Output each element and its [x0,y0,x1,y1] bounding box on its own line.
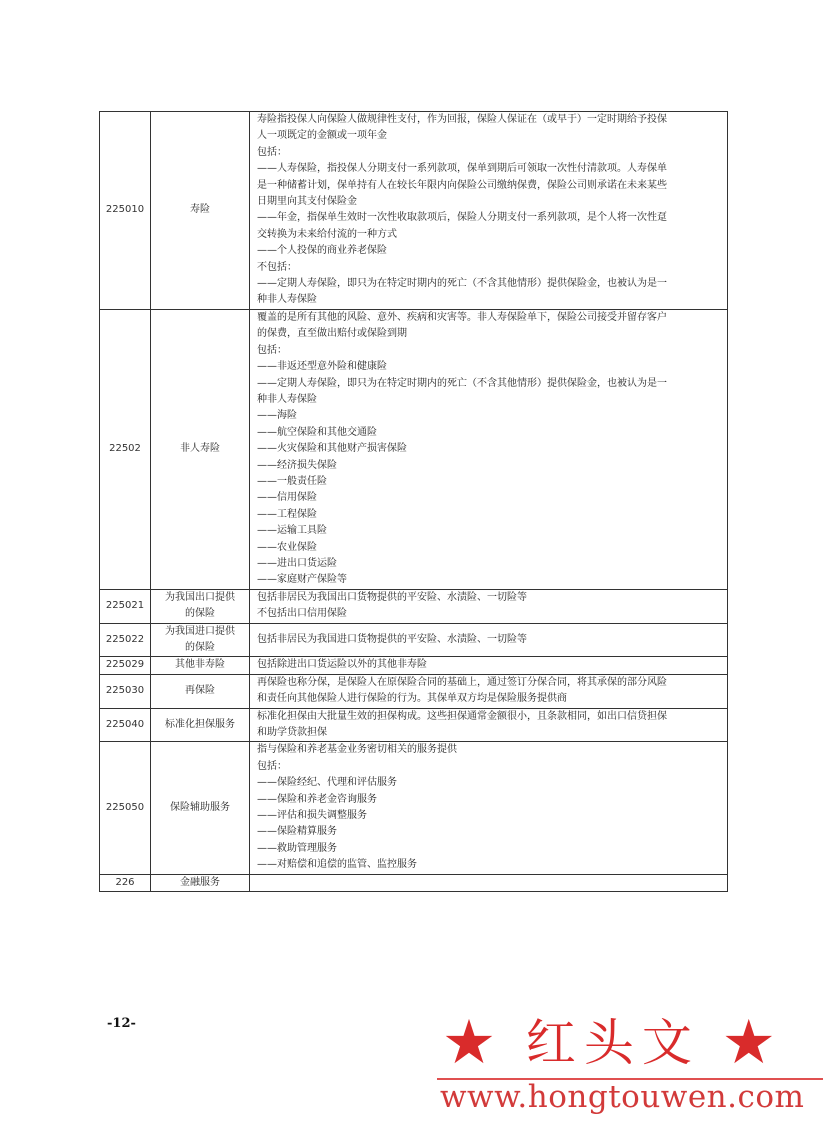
description-line: 人一项既定的金额或一项年金 [257,130,387,142]
row-name [151,112,250,310]
page-number: -12- [107,1016,136,1031]
row-name-line: 为我国出口提供 [165,591,235,603]
description-line: ——家庭财产保险等 [257,574,347,586]
description-line: 包括除进出口货运险以外的其他非寿险 [257,659,427,671]
description-line: 是一种储蓄计划，保单持有人在较长年限内向保险公司缴纳保费，保险公司则承诺在未来某些 [257,179,667,191]
description-line: 和助学贷款担保 [257,727,327,739]
description-line: ——定期人寿保险，即只为在特定时期内的死亡（不含其他情形）提供保险金，也被认为是一 [257,377,667,389]
row-description [250,742,728,874]
description-line: 包括： [257,146,287,158]
table-row [100,112,728,310]
table-row [100,708,728,742]
description-line: ——保险和养老金咨询服务 [257,793,377,805]
description-line: 包括： [257,344,287,356]
description-line: ——一般责任险 [257,475,327,487]
description-line: 包括： [257,760,287,772]
watermark-url: www.hongtouwen.com [440,1079,805,1115]
row-name-line: 再保险 [185,685,215,697]
row-name [151,674,250,708]
table-row [100,589,728,623]
description-line: ——保险经纪、代理和评估服务 [257,777,397,789]
description-line: ——个人投保的商业养老保险 [257,245,387,257]
table-row [100,309,728,589]
row-description [250,674,728,708]
description-line: 指与保险和养老基金业务密切相关的服务提供 [257,744,457,756]
row-description [250,309,728,589]
row-name [151,589,250,623]
description-line: ——航空保险和其他交通险 [257,426,377,438]
description-line: 种非人寿保险 [257,393,317,405]
row-code: 225030 [100,674,151,708]
row-name [151,874,250,891]
row-description [250,708,728,742]
description-line: ——定期人寿保险，即只为在特定时期内的死亡（不含其他情形）提供保险金，也被认为是一 [257,278,667,290]
description-line: ——经济损失保险 [257,459,337,471]
description-line: 不包括： [257,261,297,273]
table-row [100,742,728,874]
description-line: 不包括出口信用保险 [257,608,347,620]
description-line: 交转换为未来给付流的一种方式 [257,228,397,240]
table-row [100,674,728,708]
description-line: 标准化担保由大批量生效的担保构成。这些担保通常金额很小，且条款相同，如出口信贷担保 [257,710,667,722]
description-line: ——进出口货运险 [257,557,337,569]
description-line: ——对赔偿和追偿的监管、监控服务 [257,859,417,871]
row-name [151,657,250,674]
row-name-line: 的保险 [185,642,215,653]
row-name-line: 其他非寿险 [175,659,225,671]
description-line: ——海险 [257,410,297,422]
description-line: 包括非居民为我国出口货物提供的平安险、水渍险、一切险等 [257,591,527,603]
row-name-line: 金融服务 [180,876,220,888]
description-line: 再保险也称分保，是保险人在原保险合同的基础上，通过签订分保合同，将其承保的部分风险 [257,676,667,688]
description-line: 和责任向其他保险人进行保险的行为。其保单双方均是保险服务提供商 [257,693,567,705]
row-code: 225022 [100,623,151,657]
description-line: 种非人寿保险 [257,294,317,306]
watermark-title: ★ 红头文 ★ [444,1014,782,1072]
description-line: ——非返还型意外险和健康险 [257,361,387,373]
row-name-line: 的保险 [185,608,215,620]
row-name [151,708,250,742]
row-name [151,742,250,874]
description-line: ——评估和损失调整服务 [257,810,367,822]
table-row [100,657,728,674]
description-line: ——运输工具险 [257,525,327,537]
row-description [250,589,728,623]
description-line: ——救助管理服务 [257,842,337,854]
row-code: 225021 [100,589,151,623]
row-name-line: 为我国进口提供 [165,625,235,637]
description-line: ——保险精算服务 [257,826,337,838]
table-row [100,623,728,657]
description-line: ——信用保险 [257,492,317,504]
description-line: ——火灾保险和其他财产损害保险 [257,443,407,455]
row-description [250,623,728,657]
row-code: 225029 [100,657,151,674]
description-line: 包括非居民为我国进口货物提供的平安险、水渍险、一切险等 [257,633,527,645]
table-row [100,874,728,891]
description-line: 覆盖的是所有其他的风险、意外、疾病和灾害等。非人寿保险单下，保险公司接受并留存客户 [257,311,667,323]
row-name [151,309,250,589]
description-line: 日期里向其支付保险金 [257,196,357,208]
row-name-line: 寿险 [190,204,210,216]
row-description [250,112,728,310]
description-line: ——工程保险 [257,508,317,520]
row-code: 225010 [100,112,151,310]
row-description [250,874,728,891]
row-description [250,657,728,674]
row-name-line: 标准化担保服务 [165,718,235,730]
description-line: ——年金，指保单生效时一次性收取款项后，保险人分期支付一系列款项，是个人将一次性趸 [257,212,667,224]
classification-table [99,111,728,892]
row-name-line: 非人寿险 [180,443,220,455]
row-code: 22502 [100,309,151,589]
row-name-line: 保险辅助服务 [170,801,230,813]
row-code: 225050 [100,742,151,874]
description-line: 寿险指投保人向保险人做规律性支付，作为回报，保险人保证在（或早于）一定时期给予投保 [257,114,667,125]
description-line: ——农业保险 [257,541,317,553]
row-code: 225040 [100,708,151,742]
row-name [151,623,250,657]
row-code: 226 [100,874,151,891]
description-line: ——人寿保险，指投保人分期支付一系列款项，保单到期后可领取一次性付清款项。人寿保单 [257,163,667,175]
description-line: 的保费，直至做出赔付或保险到期 [257,328,407,340]
